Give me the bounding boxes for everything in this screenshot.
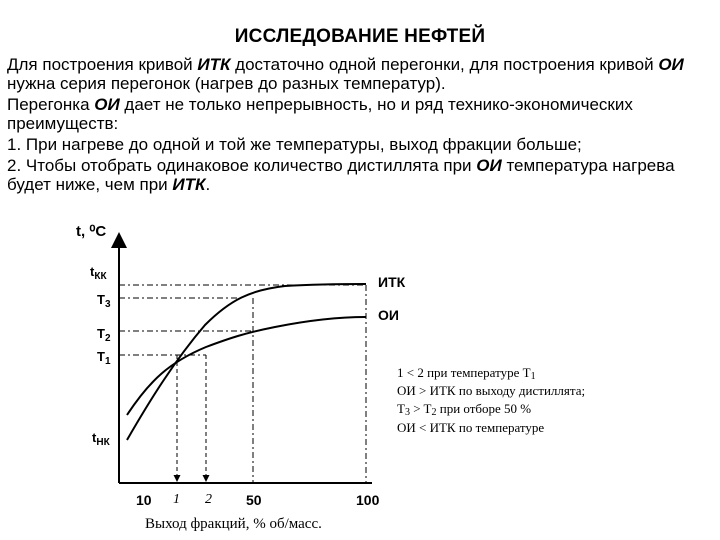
text-part: достаточно одной перегонки, для построения кривой [230,55,659,74]
y-tick-t1: $T_1$ [97,349,111,367]
x-tick-50: 50 [246,492,262,508]
term-oi: ОИ [476,156,502,175]
text-part: дает не только непрерывность, но и ряд технико-экономических преимуществ: [7,95,633,133]
y-tick-tkk: $t_{КК}$ [90,264,107,282]
x-tick-10: 10 [136,492,152,508]
term-itk: ИТК [172,175,206,194]
series-itk-line [127,284,366,440]
term-oi: ОИ [94,95,120,114]
text-part: Перегонка [7,95,95,114]
y-tick-tnk: $t_{НК}$ [92,430,110,448]
annotation-1: 1 < 2 при температуре T1 [397,365,536,382]
text-part: 2. Чтобы отобрать одинаковое количество дистиллята при [7,156,477,175]
text-part: нужна серия перегонок (нагрев до разных температур). [7,74,446,93]
y-axis-label: t, ⁰C [76,223,107,240]
series-label-itk: ИТК [378,274,406,290]
term-oi: ОИ [658,55,684,74]
series-oi-line [127,317,366,415]
y-tick-t2: $T_2$ [97,326,111,344]
x-axis-label: Выход фракций, % об/масс. [145,516,322,532]
series-label-oi: ОИ [378,307,399,323]
annotation-3: T3 > T2 при отборе 50 % [397,401,532,418]
text-part: 1. При нагреве до одной и той же температуры, выход фракции больше; [7,135,582,154]
annotation-4: ОИ < ИТК по температуре [397,420,545,435]
text-part: температура нагрева будет ниже, чем при [7,156,675,194]
x-tick-1: 1 [173,492,180,507]
annotation-2: ОИ > ИТК по выходу дистиллята; [397,383,586,398]
x-tick-2: 2 [205,492,212,507]
slide-title: ИССЛЕДОВАНИЕ НЕФТЕЙ [234,26,486,47]
term-itk: ИТК [197,55,231,74]
text-part: . [205,175,211,194]
x-tick-100: 100 [356,492,380,508]
y-tick-t3: $T_3$ [97,292,111,310]
text-part: Для построения кривой [7,55,198,74]
